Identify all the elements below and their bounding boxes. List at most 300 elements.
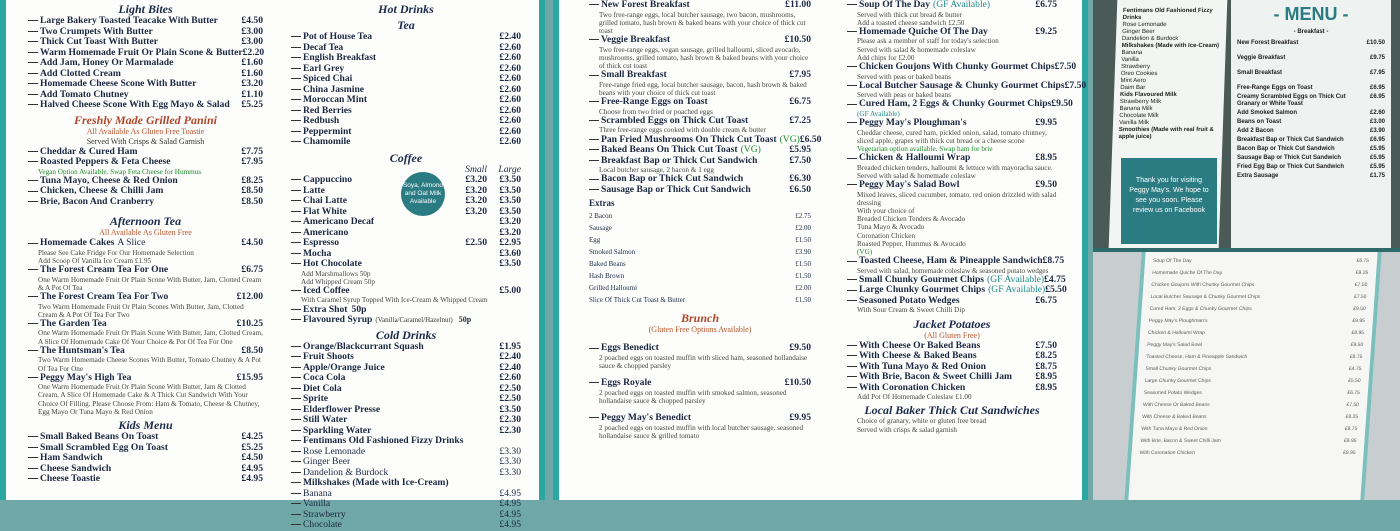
syrup-price: 50p (458, 315, 472, 325)
item-name (291, 137, 487, 148)
item-name-text: Homemade Cakes (40, 237, 115, 249)
item-name-text: Banana (303, 487, 332, 499)
item-price: £1.50 (795, 260, 811, 269)
item-price: £4.95 (499, 519, 521, 531)
photo-item-name: Free-Range Eggs on Toast (1237, 85, 1313, 91)
item-name-text: Hash Brown (589, 272, 625, 281)
dash-marker (291, 263, 301, 264)
photo-item-price: £6.75 (1356, 258, 1370, 264)
dash-marker (28, 191, 38, 192)
item-price: £8.75 (1042, 255, 1065, 267)
item-name-text: Cappuccino (303, 174, 353, 185)
dash-marker (28, 468, 38, 469)
item-name-text: Small Chunky Gourmet Chips (859, 273, 985, 285)
menu-item-row (589, 270, 811, 282)
item-name (28, 265, 229, 276)
menu-item-row (589, 97, 811, 108)
photo-menu-sheet (1124, 252, 1381, 500)
item-price: £3.20 (241, 78, 263, 89)
item-price: £2.50 (499, 382, 521, 394)
photo-item-price: £9.50 (1350, 342, 1364, 348)
item-price: £6.75 (241, 264, 263, 276)
dash-marker (589, 101, 599, 102)
item-description: Vegetarian option available. Swap ham for brie (857, 145, 993, 154)
item-name-text: Extra Shot (303, 303, 348, 315)
item-name-text: Chai Latte (303, 195, 347, 206)
item-price-small (453, 249, 487, 260)
photo-item-name: Homemade Quiche Of The Day (1151, 270, 1223, 276)
dash-marker (291, 440, 301, 441)
menu-item-row (291, 315, 521, 326)
column-drinks (291, 0, 521, 531)
dash-marker (291, 309, 301, 310)
item-name (589, 258, 777, 270)
dash-marker (589, 417, 599, 418)
item-name-text: Iced Coffee (303, 284, 350, 296)
item-price: £5.95 (789, 144, 811, 156)
item-name (589, 294, 777, 306)
item-description: With Caramel Syrup Topped With Ice-Cream & Whipped Cream (301, 296, 488, 305)
dash-marker (291, 524, 301, 525)
item-name-text: With Cheese & Baked Beans (859, 350, 977, 362)
item-price: £9.50 (1051, 98, 1073, 110)
item-price: £1.60 (241, 67, 263, 79)
item-price: £2.00 (795, 224, 811, 233)
item-name (847, 99, 1051, 110)
item-price: £3.60 (499, 247, 521, 259)
item-price: £2.50 (499, 393, 521, 405)
photo-menu-item: Vanilla Milk (1118, 120, 1150, 126)
item-name (589, 185, 777, 196)
item-description: Two Warm Homemade Cheese Scones With Butter, Tomato Chutney & A Pot Of Tea For One (38, 356, 262, 373)
photo-menu-item: Rose Lemonade (1122, 22, 1167, 28)
photo-item-price: £9.75 (1369, 55, 1385, 61)
item-name-text: Espresso (303, 237, 340, 248)
photo-right-card (1231, 0, 1391, 248)
photo-item-price: £2.60 (1369, 110, 1385, 116)
photo-item-name: Small Breakfast (1237, 70, 1283, 76)
item-name-text: Dandelion & Burdock (303, 466, 389, 478)
item-name (847, 0, 1023, 11)
dash-marker (589, 348, 599, 349)
photo-item-price: £5.95 (1369, 164, 1385, 170)
dash-marker (28, 62, 38, 63)
item-name-text: Rose Lemonade (303, 445, 366, 457)
item-description: One Warm Homemade Fruit Or Plain Scone With Butter, Jam, Clotted Cream, A Slice Of Homemade Cake Of Your Choice & Pot Of Tea For One (38, 329, 263, 346)
menu-item-row (589, 116, 811, 127)
item-name-text: Small Breakfast (601, 69, 667, 81)
section-heading: Light Bites (118, 2, 173, 16)
item-description: Please ask a member of staff for today's selection (857, 37, 999, 46)
item-price: £1.10 (241, 88, 263, 100)
section-heading: Coffee (389, 150, 423, 165)
dash-marker (291, 388, 301, 389)
item-name-text: Americano Decaf (303, 216, 375, 227)
item-name-text: Large Bakery Toasted Teacake With Butter (40, 15, 218, 26)
item-price: £7.75 (241, 145, 263, 157)
item-price: £9.95 (789, 412, 811, 424)
item-name-text: Homemade Quiche Of The Day (859, 25, 988, 37)
photo-menu-item (1237, 94, 1385, 108)
section-heading: Jacket Potatoes (913, 316, 991, 331)
photo-menu-item (1237, 128, 1385, 135)
dash-marker (291, 221, 301, 222)
dash-marker (291, 377, 301, 378)
item-price: £2.60 (499, 52, 521, 63)
item-name-text: Tuna Mayo, Cheese & Red Onion (40, 174, 178, 186)
dash-marker (28, 161, 38, 162)
photo-item-row (1153, 258, 1369, 265)
item-name-text: Free-Range Eggs on Toast (601, 96, 708, 108)
item-price: £10.50 (784, 34, 811, 46)
item-name-text: Peggy May's High Tea (40, 371, 132, 383)
item-price: £3.00 (241, 25, 263, 37)
item-name-text: Small Baked Beans On Toast (40, 431, 159, 443)
item-price: £4.75 (1044, 273, 1066, 285)
item-description: Two free-range eggs, vegan sausage, grilled halloumi, sliced avocado, mushrooms, grilled tomato, hash brown & baked beans with your choice of thick cut toast (599, 45, 809, 71)
item-name-text: Homemade Cheese Scone With Butter (40, 78, 197, 89)
item-description: Served with thick cut bread & butter (857, 10, 962, 19)
item-name-text: Grilled Halloumi (589, 284, 638, 293)
item-name (589, 234, 777, 246)
photo-item-price: £8.75 (1349, 354, 1363, 360)
item-name-text: Large Chunky Gourmet Chips (859, 284, 986, 296)
item-name (28, 238, 229, 249)
item-price: £2.60 (499, 125, 521, 137)
photo-menu-item (1237, 173, 1385, 180)
photo-item-price: £8.75 (1344, 426, 1358, 432)
item-price: £7.95 (789, 69, 811, 81)
photo-item-name: With Brie, Bacon & Sweet Chilli Jam (1140, 438, 1221, 444)
dash-marker (847, 66, 857, 67)
photo-item-name: With Coronation Chicken (1139, 450, 1196, 456)
item-description: Add Scoop Of Vanilla Ice Cream £1.95 (38, 256, 152, 265)
photo-menu-item: Smoothies (Made with real fruit & apple juice) (1118, 127, 1214, 140)
menu-item-row (28, 319, 263, 330)
item-description: (VG) (857, 248, 873, 257)
item-price: £2.60 (499, 372, 521, 384)
item-description: (All Gluten Free) (924, 330, 980, 340)
dash-marker (291, 78, 301, 79)
item-name-text: Sparkling Water (303, 424, 372, 436)
menu-item-row (28, 265, 263, 276)
item-description: One Warm Homemade Fruit Or Plain Scone With Butter, Jam & Clotted Cream, A Slice Of Homemade Cake & A Thick Cut Sandwich With Your Choice Of Filling. Please Choose From: Ham & Tomato, Cheese & Chutney, Egg Mayo Or Tuna Mayo & Red Onion (38, 383, 260, 416)
photo-menu-item: Daim Bar (1120, 85, 1146, 91)
item-name-text: Breakfast Bap or Thick Cut Sandwich (601, 154, 758, 166)
item-name (589, 97, 777, 108)
item-name-text: The Forest Cream Tea For One (40, 264, 169, 276)
item-price: £7.50 (1064, 79, 1087, 91)
dash-marker (847, 104, 857, 105)
section-heading: Kids Menu (118, 418, 173, 433)
size-large: Large (498, 163, 521, 175)
item-name-text: Peggy May's Salad Bowl (859, 179, 960, 191)
item-description: Breaded chicken tenders, halloumi & lettuce with mayoracha sauce. (857, 163, 1053, 172)
item-name (589, 246, 777, 258)
item-name-text: Cheese Sandwich (40, 462, 112, 474)
menu-item-row (28, 100, 263, 111)
menu-item-row (28, 157, 263, 168)
item-price: £2.75 (795, 212, 811, 221)
item-name-text: Slice Of Thick Cut Toast & Butter (589, 296, 686, 305)
item-price: £6.50 (799, 133, 822, 145)
item-name-text: Apple/Orange Juice (303, 361, 385, 373)
item-price: £2.20 (242, 46, 265, 58)
item-description: Served with peas or baked beans (857, 91, 952, 100)
item-name-text: Strawberry (303, 508, 346, 520)
menu-item-row (847, 61, 1077, 73)
item-name-text: China Jasmine (303, 83, 365, 95)
dash-marker (28, 73, 38, 74)
item-name-text: Sausage Bap or Thick Cut Sandwich (601, 183, 751, 195)
dash-marker (847, 376, 857, 377)
extra-shot-price: 50p (351, 303, 367, 315)
item-name-text: Americano (303, 226, 349, 238)
item-price: £8.25 (1035, 350, 1057, 362)
item-name-text: Eggs Benedict (601, 342, 659, 354)
menu-item-row (28, 474, 263, 485)
item-name-text: Chicken Goujons With Chunky Gourmet Chips (859, 61, 1055, 73)
menu-item-row (589, 282, 811, 294)
item-name (589, 210, 777, 222)
photo-item-price: £8.95 (1343, 438, 1357, 444)
item-price: £3.50 (499, 174, 521, 185)
item-name-text: Add Clotted Cream (40, 67, 121, 79)
item-description: Served with salad, homemade coleslaw & seasoned potato wedges (857, 266, 1049, 275)
photo-item-name: With Cheese & Baked Beans (1141, 414, 1207, 420)
dash-marker (291, 514, 301, 515)
photo-item-row (1149, 306, 1365, 313)
item-price: £2.00 (795, 284, 811, 293)
item-price: £1.60 (241, 57, 263, 68)
item-name (847, 180, 1023, 191)
photo-item-price: £8.95 (1351, 330, 1365, 336)
item-price: £4.25 (241, 431, 263, 443)
item-description: Add chips for £2.00 (857, 53, 915, 62)
item-price-small: £2.50 (465, 237, 487, 248)
item-name-text: New Forest Breakfast (601, 0, 690, 10)
item-name (589, 156, 777, 167)
menu-item-row (847, 98, 1073, 110)
item-name-text: Redbush (303, 115, 340, 126)
item-price: £4.50 (241, 15, 263, 26)
item-price: £8.95 (1035, 381, 1057, 393)
item-description: Served with salad & homemade coleslaw (857, 45, 976, 54)
photo-menu-item: Kids Flavoured Milk (1119, 92, 1177, 98)
menu-item-row (291, 520, 521, 531)
item-name-text: English Breakfast (303, 52, 377, 63)
item-name-text: Local Butcher Sausage & Chunky Gourmet Chips (859, 79, 1065, 91)
item-price: £8.50 (241, 185, 263, 197)
photo-item-row (1139, 450, 1355, 457)
photo-item-row (1144, 378, 1360, 385)
item-name (291, 315, 453, 326)
item-name (589, 413, 777, 424)
item-name-text: Vanilla (303, 498, 331, 510)
photo-menu-item: Fentimans Old Fashioned Fizzy Drinks (1122, 8, 1213, 21)
item-name (847, 296, 1023, 307)
menu-panel-drinks-lightbites (0, 0, 545, 531)
photo-item-name: Veggie Breakfast (1237, 55, 1286, 61)
item-name (589, 343, 777, 354)
section-heading: Cold Drinks (375, 327, 437, 342)
photo-item-row (1145, 366, 1361, 373)
item-price: £2.40 (499, 351, 521, 363)
photo-menu-item (1237, 110, 1385, 117)
item-price: £6.50 (789, 183, 811, 195)
item-description: Cheddar cheese, cured ham, pickled onion, salad, tomato chutney, sliced apple, grapes with thick cut bread or a cheese scone (857, 128, 1047, 145)
item-price: £5.25 (241, 99, 263, 110)
photo-item-name: Bacon Bap or Thick Cut Sandwich (1237, 146, 1335, 152)
menu-item-row (291, 286, 521, 297)
dash-marker (28, 350, 38, 351)
item-name-text: Flat White (303, 205, 347, 217)
item-name-text: Small Scrambled Egg On Toast (40, 441, 168, 453)
item-name-text: Milkshakes (Made with Ice-Cream) (303, 477, 449, 489)
photo-item-price: £3.90 (1369, 128, 1385, 134)
item-price: £3.20 (499, 216, 521, 227)
photo-item-name: Breakfast Bap or Thick Cut Sandwich (1237, 137, 1344, 143)
item-name-text: Smoked Salmon (589, 248, 636, 257)
photo-item-price: £9.95 (1352, 318, 1366, 324)
item-price: £7.25 (789, 114, 811, 126)
item-name-text: Ham Sandwich (40, 452, 103, 464)
menu-item-row (589, 246, 811, 258)
photo-item-row (1149, 318, 1365, 325)
item-price: £1.50 (795, 272, 811, 281)
item-name-text: With Brie, Bacon & Sweet Chilli Jam (859, 371, 1013, 383)
item-name-text: Two Crumpets With Butter (40, 25, 153, 37)
dash-marker (291, 290, 301, 291)
item-name-text: Cured Ham, 2 Eggs & Chunky Gourmet Chips (859, 98, 1052, 110)
photo-item-price: £10.50 (1366, 40, 1385, 46)
item-price: £5.25 (241, 441, 263, 453)
item-name (589, 378, 777, 389)
item-description: Three free-range eggs cooked with double cream & butter (599, 126, 766, 135)
item-name-text: Cheese Toastie (40, 473, 100, 485)
item-price: £3.50 (499, 403, 521, 415)
item-name-text: Bacon Bap or Thick Cut Sandwich (601, 173, 744, 185)
menu-item-row (847, 79, 1087, 92)
dash-marker (28, 104, 38, 105)
item-price-small: £3.20 (465, 184, 487, 196)
item-name-text: Scrambled Eggs on Thick Cut Toast (601, 114, 749, 126)
item-name-text: Latte (303, 184, 325, 196)
item-description: All Available As Gluten Free Toastie (86, 126, 205, 136)
item-name-text: Warm Homemade Fruit Or Plain Scone & Butter (40, 46, 243, 58)
menu-item-row (589, 185, 811, 196)
item-price: £2.60 (499, 104, 521, 116)
item-description: 2 poached eggs on toasted muffin with sliced ham, seasoned hollandaise sauce & chopped parsley (599, 353, 808, 370)
menu-item-row (847, 153, 1057, 164)
photo-item-price: £5.95 (1369, 146, 1385, 152)
photo-item-row (1150, 294, 1366, 301)
item-price: £5.50 (1045, 284, 1067, 296)
dash-marker (28, 377, 38, 378)
item-price: £9.95 (1035, 117, 1057, 129)
item-price: £6.75 (789, 96, 811, 108)
item-name-text: Baked Beans On Thick Cut Toast (601, 144, 738, 156)
photo-item-name: Large Chunky Gourmet Chips (1144, 378, 1212, 384)
dash-marker (28, 41, 38, 42)
photo-item-name: Add 2 Bacon (1237, 128, 1274, 134)
item-price: £10.50 (784, 377, 811, 389)
item-description: Vegan Option Available. Swap Feta Cheese for Hummus (38, 167, 202, 176)
item-description: One Warm Homemade Fruit Or Plain Scone With Butter, Jam, Clotted Cream & A Pot Of Tea (38, 275, 262, 292)
item-price-small (453, 217, 487, 228)
menu-photos (1093, 0, 1400, 500)
item-name-text: The Garden Tea (40, 317, 107, 329)
menu-item-row (589, 210, 811, 222)
photo-menu-item: Milkshakes (Made with Ice-Cream) (1121, 43, 1220, 49)
item-name-text: The Huntsman's Tea (40, 344, 125, 356)
item-description: Roasted Pepper, Hummus & Avocado (857, 239, 966, 248)
dash-marker (291, 419, 301, 420)
item-name-text: Brie, Bacon And Cranberry (40, 195, 155, 207)
item-description: Two free-range eggs, local butcher sausage, two bacon, mushrooms, grilled tomato, hash brown & baked beans with your choice of thick cut toast (599, 10, 806, 35)
photo-item-price: £6.95 (1369, 94, 1385, 100)
photo-menu-item (1237, 164, 1385, 171)
photo-item-name: Small Chunky Gourmet Chips (1145, 366, 1212, 372)
item-name-text: Elderflower Presse (303, 403, 381, 415)
item-price: £3.50 (499, 184, 521, 196)
photo-item-price: £6.95 (1369, 85, 1385, 91)
dash-marker (291, 430, 301, 431)
dash-marker (28, 83, 38, 84)
item-name-text: Chicken & Halloumi Wrap (859, 152, 971, 164)
dash-marker (847, 122, 857, 123)
item-name (291, 520, 487, 531)
photo-item-name: Add Smoked Salmon (1237, 110, 1298, 116)
dash-marker (847, 261, 857, 262)
item-price: £2.60 (499, 73, 521, 84)
dash-marker (28, 296, 38, 297)
dash-marker (28, 457, 38, 458)
item-price: £8.25 (241, 174, 263, 186)
dash-marker (291, 346, 301, 347)
dash-marker (589, 39, 599, 40)
item-price: £7.50 (789, 154, 811, 166)
photo-item-name: With Cheese Or Baked Beans (1142, 402, 1210, 408)
dash-marker (291, 503, 301, 504)
item-price-small (453, 259, 487, 270)
photo-item-name: Peggy May's Salad Bowl (1146, 342, 1203, 348)
photo-menu-item (1237, 70, 1385, 77)
item-name (291, 259, 453, 270)
item-name (28, 197, 229, 208)
photo-menu-item: Strawberry Milk (1119, 99, 1162, 105)
photo-item-name: New Forest Breakfast (1237, 40, 1299, 46)
gf-note: (GF Available) (857, 109, 900, 118)
item-price: £8.50 (241, 344, 263, 356)
item-name-text: Cheddar & Cured Ham (40, 145, 138, 157)
dash-marker (28, 201, 38, 202)
item-name-text: Add Tomato Chutney (40, 88, 129, 100)
dash-marker (847, 387, 857, 388)
section-heading: Tea (397, 18, 415, 32)
dash-marker (291, 99, 301, 100)
menu-item-row (589, 258, 811, 270)
menu-item-row (589, 70, 811, 81)
photo-item-row (1152, 270, 1368, 277)
item-name (28, 319, 229, 330)
item-price: £4.95 (499, 508, 521, 520)
item-note: (VG) (779, 133, 800, 145)
photo-item-name: Soup Of The Day (1152, 258, 1192, 264)
menu-item-row (847, 383, 1057, 394)
item-price: £3.20 (499, 226, 521, 238)
item-description: With your choice of (857, 207, 915, 216)
